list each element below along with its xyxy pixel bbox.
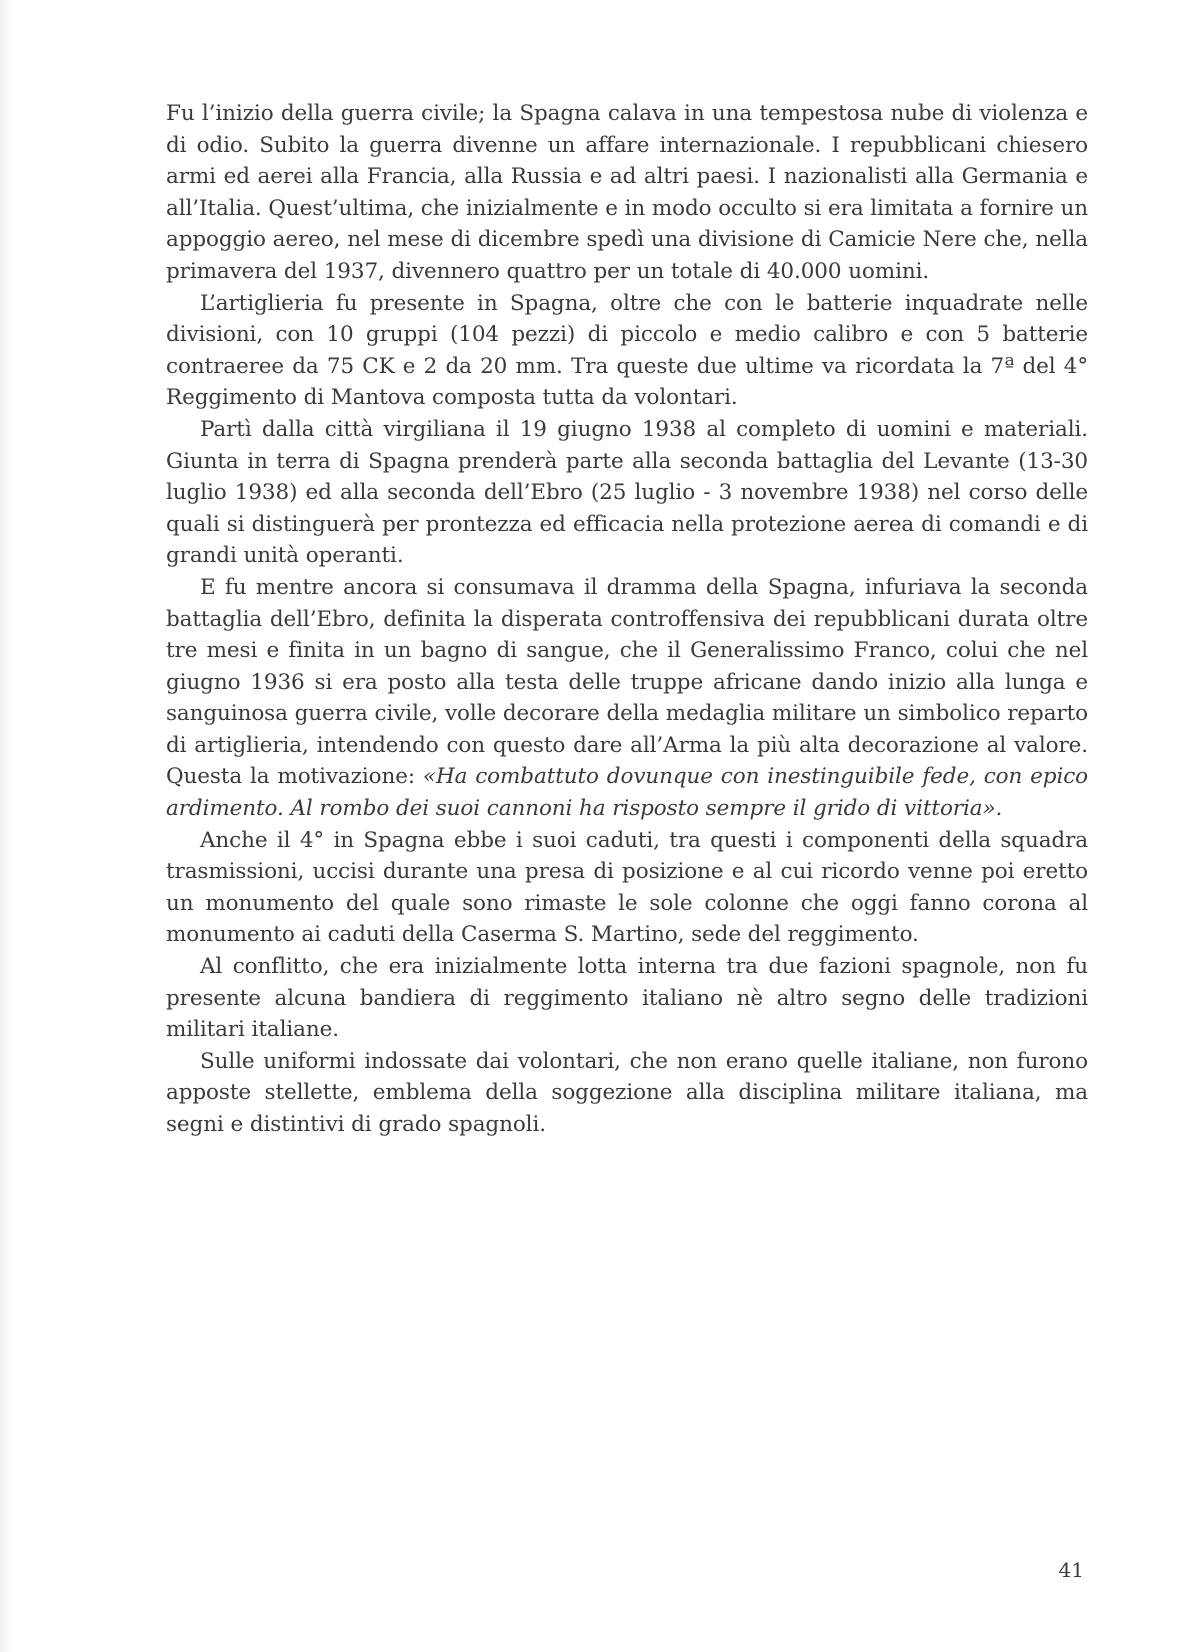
paragraph-3: Partì dalla città virgiliana il 19 giugno 1938 al completo di uomini e materiali. Giunta in terra di Spagna prenderà parte alla seconda battaglia del Levante (13-30 luglio 1938) ed alla seconda dell’Ebro (25 luglio - 3 novembre 1938) nel corso delle quali si distinguerà per prontezza ed efficacia nella protezione aerea di comandi e di grandi unità operanti. [166, 416, 1088, 569]
paragraph-1: Fu l’inizio della guerra civile; la Spagna calava in una tempestosa nube di violenza e di odio. Subito la guerra divenne un affare internazionale. I repubblicani chiesero armi ed aerei alla Francia, alla Russia e ad altri paesi. I nazionalisti alla Germania e all’Italia. Quest’ultima, che inizialmente e in modo occulto si era limitata a fornire un appoggio aereo, nel mese di dicembre spedì una divisione di Camicie Nere che, nella primavera del 1937, divennero quattro per un totale di 40.000 uomini. [166, 101, 1089, 284]
paragraph-6: Al conflitto, che era inizialmente lotta interna tra due fazioni spagnole, non fu presente alcuna bandiera di reggimento italiano nè altro segno delle tradizioni militari italiane. [166, 954, 1088, 1043]
paragraph-2: L’artiglieria fu presente in Spagna, oltre che con le batterie inquadrate nelle divisioni, con 10 gruppi (104 pezzi) di piccolo e medio calibro e con 5 batterie contraeree da 75 CK e 2 da 20 mm. Tra queste due ultime va ricordata la 7ª del 4° Reggimento di Mantova composta tutta da volontari. [166, 290, 1088, 411]
paragraph-5: Anche il 4° in Spagna ebbe i suoi caduti, tra questi i componenti della squadra trasmissioni, uccisi durante una presa di posizione e al cui ricordo venne poi eretto un monumento del quale sono rimaste le sole colonne che oggi fanno corona al monumento ai caduti della Caserma S. Martino, sede del reggimento. [166, 827, 1088, 948]
paragraph-4-text: E fu mentre ancora si consumava il dramma della Spagna, infuriava la seconda battaglia dell’Ebro, definita la disperata controffensiva dei repubblicani durata oltre tre mesi e finita in un bagno di sangue, che il Generalissimo Franco, colui che nel giugno 1936 si era posto alla testa delle truppe africane dando inizio alla lunga e sanguinosa guerra civile, volle decorare della medaglia militare un simbolico reparto di artiglieria, intendendo con questo dare all’Arma la più alta decorazione al valore. Questa la motivazione: [166, 574, 1088, 790]
page-number: 41 [1058, 1558, 1084, 1582]
paragraph-7: Sulle uniformi indossate dai volontari, che non erano quelle italiane, non furono apposte stellette, emblema della soggezione alla disciplina militare italiana, ma segni e distintivi di grado spagnoli. [166, 1048, 1088, 1137]
motivation-quote: «Ha combattuto dovunque con inestinguibile fede, con epico ardimento. Al rombo dei suoi cannoni ha risposto sempre il grido di vittoria». [166, 764, 1089, 822]
paragraph-4 [166, 572, 1088, 825]
body-text [166, 98, 1088, 1141]
scan-edge-shadow [0, 0, 14, 1652]
